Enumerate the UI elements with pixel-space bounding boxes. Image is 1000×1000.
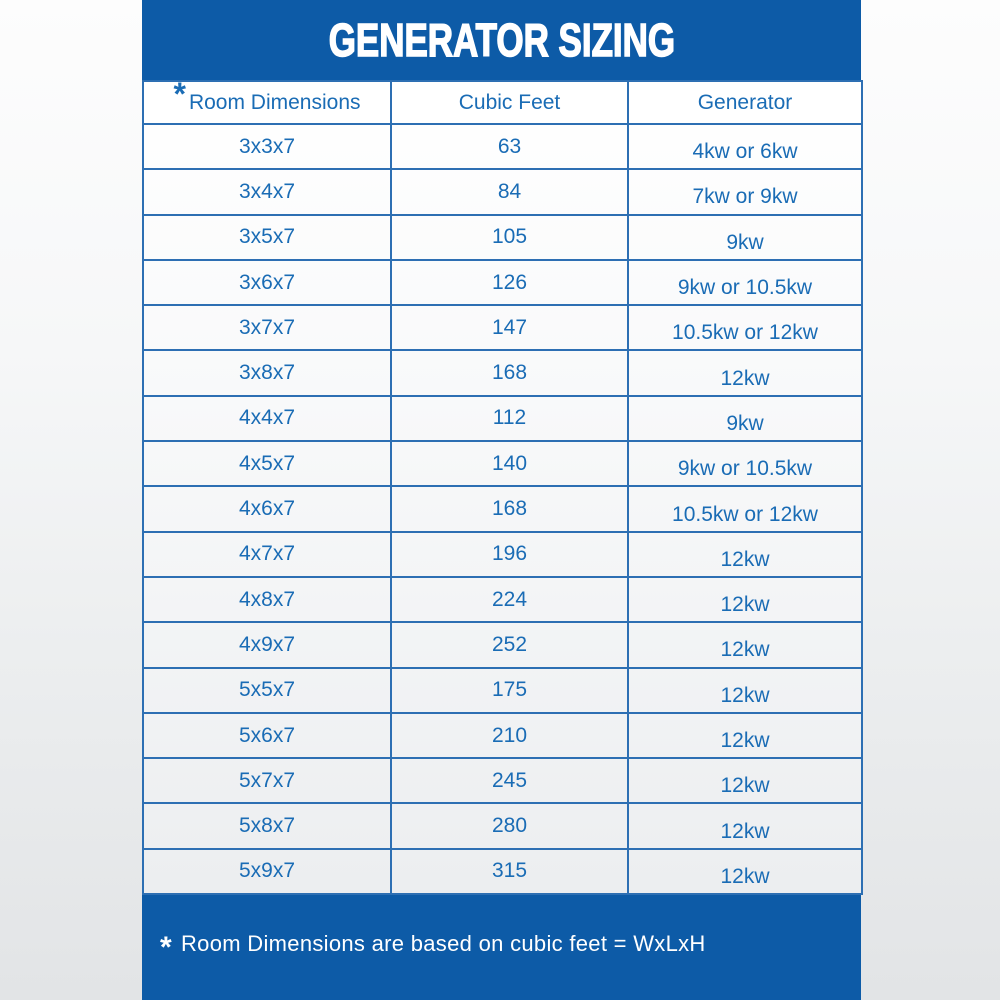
cell-generator: 10.5kw or 12kw [628,305,862,350]
table-row [143,260,862,305]
cell-generator: 12kw [628,668,862,713]
cell-room-dimensions: 4x8x7 [143,577,391,622]
cell-cubic-feet: 112 [391,396,628,441]
cell-generator: 12kw [628,350,862,395]
title-band [142,0,861,80]
cell-room-dimensions: 5x5x7 [143,668,391,713]
cell-generator: 12kw [628,758,862,803]
cell-room-dimensions: 4x4x7 [143,396,391,441]
cell-cubic-feet: 280 [391,803,628,848]
cell-room-dimensions: 5x7x7 [143,758,391,803]
cell-generator: 12kw [628,577,862,622]
cell-generator: 12kw [628,622,862,667]
cell-generator: 10.5kw or 12kw [628,486,862,531]
cell-cubic-feet: 245 [391,758,628,803]
cell-cubic-feet: 140 [391,441,628,486]
cell-room-dimensions: 4x7x7 [143,532,391,577]
cell-generator: 12kw [628,713,862,758]
table-row [143,305,862,350]
column-header-room-dimensions-label: Room Dimensions [188,90,361,114]
cell-room-dimensions: 5x9x7 [143,849,391,894]
table-row [143,668,862,713]
table-header-row [143,81,862,124]
cell-cubic-feet: 105 [391,215,628,260]
cell-room-dimensions: 4x5x7 [143,441,391,486]
cell-cubic-feet: 175 [391,668,628,713]
column-header-generator: Generator [628,81,862,124]
table-row [143,350,862,395]
cell-cubic-feet: 147 [391,305,628,350]
table-row [143,486,862,531]
cell-room-dimensions: 3x3x7 [143,124,391,169]
table-row [143,396,862,441]
footnote-text: Room Dimensions are based on cubic feet = WxLxH [180,931,706,957]
cell-generator: 4kw or 6kw [628,124,862,169]
cell-generator: 7kw or 9kw [628,169,862,214]
cell-generator: 12kw [628,532,862,577]
cell-generator: 9kw or 10.5kw [628,441,862,486]
column-header-room-dimensions [143,75,391,124]
cell-cubic-feet: 84 [391,169,628,214]
cell-generator: 9kw [628,396,862,441]
page-title: GENERATOR SIZING [328,14,675,66]
table-row [143,758,862,803]
table-row [143,124,862,169]
table-row [143,713,862,758]
cell-generator: 12kw [628,849,862,894]
cell-room-dimensions: 3x7x7 [143,305,391,350]
cell-cubic-feet: 168 [391,486,628,531]
asterisk-icon: * [173,75,186,112]
cell-room-dimensions: 5x6x7 [143,713,391,758]
generator-sizing-table [142,75,863,895]
cell-generator: 9kw or 10.5kw [628,260,862,305]
cell-room-dimensions: 3x5x7 [143,215,391,260]
cell-room-dimensions: 5x8x7 [143,803,391,848]
table-row [143,215,862,260]
cell-cubic-feet: 126 [391,260,628,305]
cell-generator: 12kw [628,803,862,848]
cell-cubic-feet: 63 [391,124,628,169]
table-body [143,124,862,894]
table-row [143,622,862,667]
cell-room-dimensions: 4x6x7 [143,486,391,531]
cell-room-dimensions: 3x6x7 [143,260,391,305]
cell-cubic-feet: 252 [391,622,628,667]
cell-cubic-feet: 210 [391,713,628,758]
cell-cubic-feet: 224 [391,577,628,622]
table-row [143,169,862,214]
cell-room-dimensions: 3x4x7 [143,169,391,214]
table-row [143,849,862,894]
cell-room-dimensions: 4x9x7 [143,622,391,667]
cell-generator: 9kw [628,215,862,260]
cell-room-dimensions: 3x8x7 [143,350,391,395]
cell-cubic-feet: 196 [391,532,628,577]
table-row [143,441,862,486]
footnote-band: * Room Dimensions are based on cubic feet = WxLxH [160,931,706,965]
cell-cubic-feet: 315 [391,849,628,894]
column-header-cubic-feet: Cubic Feet [391,81,628,124]
table-row [143,803,862,848]
table-row [143,577,862,622]
table-row [143,532,862,577]
cell-cubic-feet: 168 [391,350,628,395]
generator-sizing-panel [142,0,861,1000]
